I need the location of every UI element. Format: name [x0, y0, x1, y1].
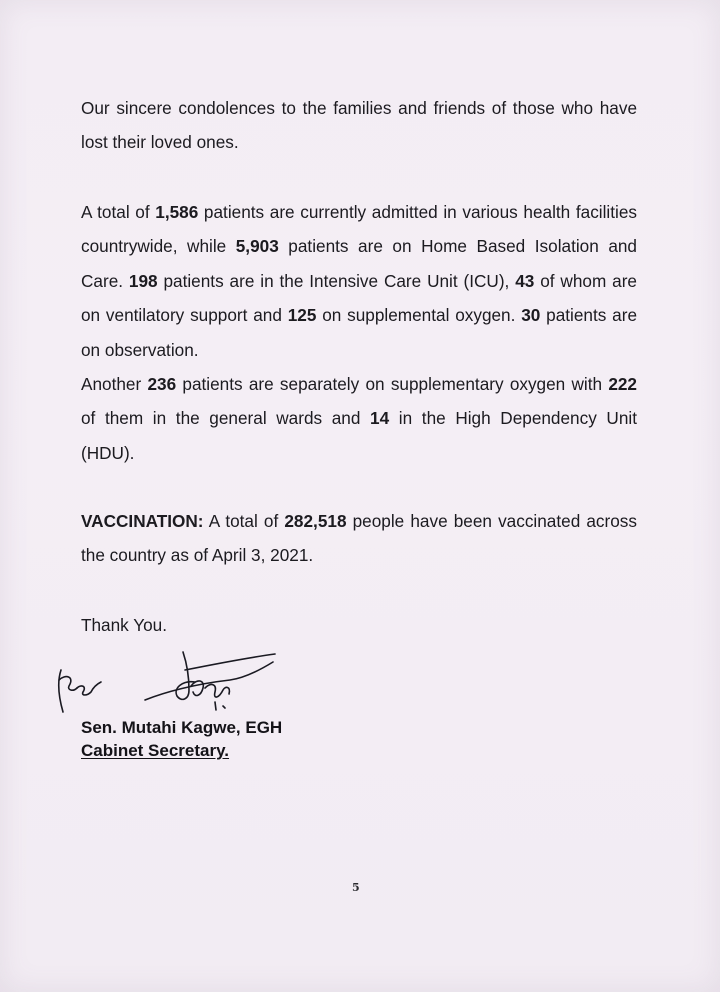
text-segment: A total of — [203, 511, 285, 531]
signatory-name: Sen. Mutahi Kagwe, EGH — [81, 718, 283, 737]
condolences-text: Our sincere condolences to the families and friends of those who have lost their loved ones. — [81, 98, 637, 153]
text-segment: people have been vaccinated across the country as of April 3, 2021. — [81, 511, 637, 566]
observation-count: 30 — [521, 305, 541, 326]
text-segment: patients are currently admitted in various health facilities countrywide, while — [81, 202, 638, 257]
hdu-count: 14 — [370, 408, 390, 429]
text-segment: in the High Dependency Unit (HDU). — [81, 408, 637, 463]
general-wards-count: 222 — [608, 374, 637, 395]
home-based-count: 5,903 — [235, 236, 279, 257]
text-segment: A total of — [81, 202, 156, 222]
signatory-title: Cabinet Secretary. — [81, 741, 230, 760]
text-segment: patients are in the Intensive Care Unit (ICU), — [157, 270, 516, 291]
text-segment: Another — [81, 374, 148, 395]
ventilator-count: 43 — [515, 270, 535, 291]
vaccination-paragraph — [81, 504, 637, 573]
condolences-paragraph — [81, 91, 637, 160]
text-segment: patients are on observation. — [81, 305, 638, 360]
icu-count: 198 — [128, 270, 158, 291]
supplementary-count: 236 — [147, 374, 177, 395]
page-number: 5 — [352, 881, 360, 894]
patients-paragraph — [81, 195, 637, 470]
text-segment: patients are separately on supplementary oxygen with — [176, 374, 609, 395]
admitted-count: 1,586 — [155, 202, 199, 222]
vaccination-label: VACCINATION: — [81, 511, 204, 531]
text-segment: of them in the general wards and — [81, 408, 371, 429]
text-segment: on supplemental oxygen. — [316, 305, 522, 326]
handwritten-signature — [55, 640, 295, 720]
oxygen-count: 125 — [287, 305, 317, 326]
closing-text: Thank You. — [81, 615, 168, 635]
vaccinated-count: 282,518 — [284, 511, 347, 531]
text-segment: patients are on Home Based Isolation and Care. — [81, 236, 637, 291]
text-segment: of whom are on ventilatory support and — [81, 270, 637, 326]
